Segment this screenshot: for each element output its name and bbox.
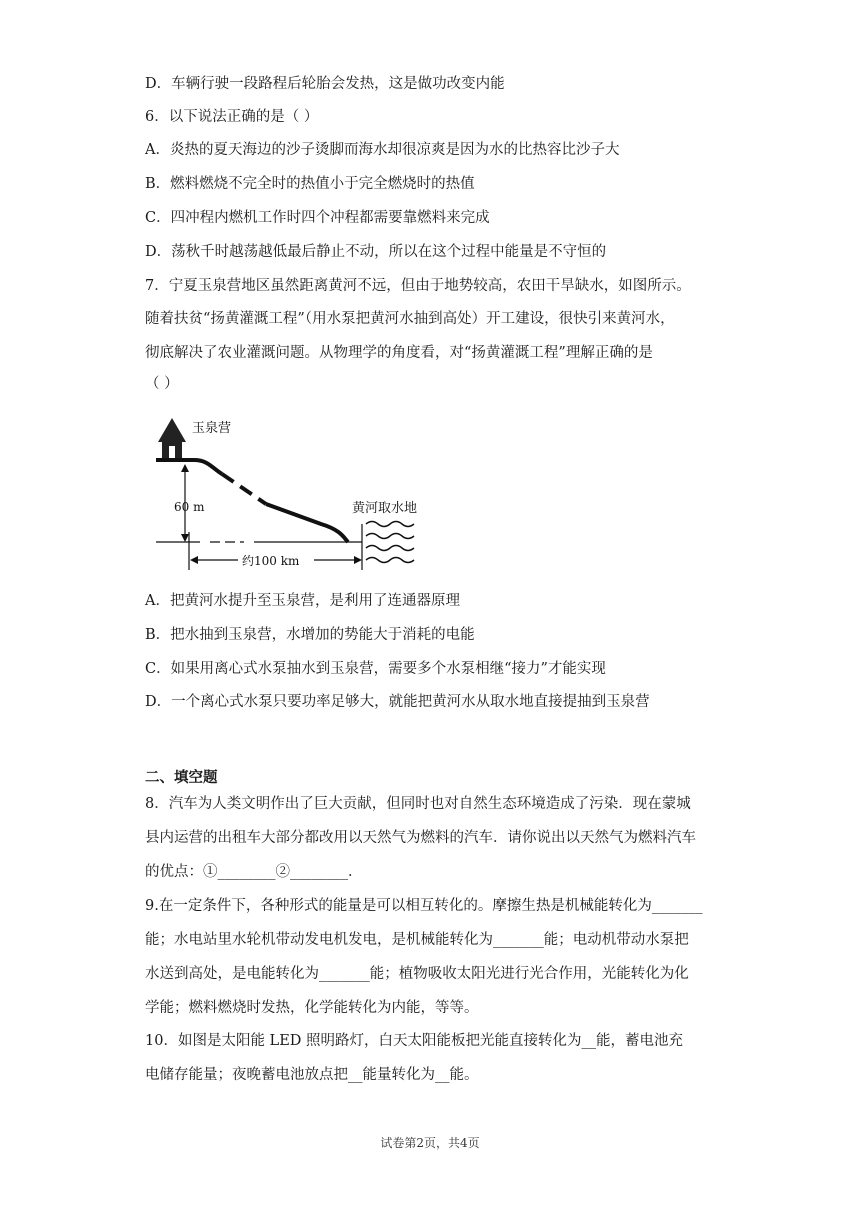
height-label: 60 m [174, 500, 205, 514]
terrain-figure [156, 412, 446, 572]
house-icon [158, 418, 186, 460]
q7-stem-line-1: 7．宁夏玉泉营地区虽然距离黄河不远，但由于地势较高，农田干旱缺水，如图所示。 [145, 278, 691, 294]
plateau-line [156, 460, 222, 474]
water-waves [366, 522, 414, 563]
q9-stem-line-3: 水送到高处，是电能转化为_______能；植物吸收太阳光进行光合作用，光能转化为化 [145, 966, 689, 982]
slope-line [266, 504, 348, 542]
q10-stem-line-2: 电储存能量；夜晚蓄电池放点把__能量转化为__能。 [145, 1067, 479, 1083]
q7-answer-bracket: （ ） [145, 376, 179, 392]
q6-stem: 6．以下说法正确的是（ ） [145, 109, 319, 125]
q7-option-c: C．如果用离心式水泵抽水到玉泉营，需要多个水泵相继“接力”才能实现 [145, 661, 606, 677]
q6-option-a: A．炎热的夏天海边的沙子烫脚而海水却很凉爽是因为水的比热容比沙子大 [145, 142, 620, 158]
q5-option-d: D．车辆行驶一段路程后轮胎会发热，这是做功改变内能 [145, 76, 505, 92]
place-label: 玉泉营 [192, 421, 232, 436]
q9-stem-line-2: 能；水电站里水轮机带动发电机发电，是机械能转化为_______能；电动机带动水泵把 [145, 932, 689, 948]
q7-option-b: B．把水抽到玉泉营，水增加的势能大于消耗的电能 [145, 627, 475, 643]
source-label: 黄河取水地 [352, 501, 418, 516]
slope-dashed [222, 474, 266, 504]
q8-stem-line-1: 8．汽车为人类文明作出了巨大贡献，但同时也对自然生态环境造成了污染．现在蒙城 [145, 796, 691, 812]
q6-option-d: D．荡秋千时越荡越低最后静止不动，所以在这个过程中能量是不守恒的 [145, 244, 607, 260]
q8-stem-line-2: 县内运营的出租车大部分都改用以天然气为燃料的汽车．请你说出以天然气为燃料汽车 [145, 830, 696, 846]
page-footer: 试卷第2页，共4页 [380, 1136, 480, 1150]
q7-option-d: D．一个离心式水泵只要功率足够大，就能把黄河水从取水地直接提抽到玉泉营 [145, 694, 650, 710]
q9-stem-line-1: 9.在一定条件下，各种形式的能量是可以相互转化的。摩擦生热是机械能转化为_______ [145, 898, 703, 914]
q8-stem-line-3: 的优点：①________②________． [145, 864, 363, 880]
q9-stem-line-4: 学能；燃料燃烧时发热，化学能转化为内能，等等。 [145, 1000, 479, 1016]
q6-option-c: C．四冲程内燃机工作时四个冲程都需要靠燃料来完成 [145, 210, 490, 226]
section-title-fill-blank: 二、填空题 [145, 770, 218, 786]
q6-option-b: B．燃料燃烧不完全时的热值小于完全燃烧时的热值 [145, 176, 475, 192]
q10-stem-line-1: 10．如图是太阳能 LED 照明路灯，白天太阳能板把光能直接转化为__能，蓄电池充 [145, 1033, 684, 1049]
q7-stem-line-3: 彻底解决了农业灌溉问题。从物理学的角度看，对“扬黄灌溉工程”理解正确的是 [145, 345, 653, 361]
distance-label: 约100 km [242, 554, 300, 568]
q7-option-a: A．把黄河水提升至玉泉营，是利用了连通器原理 [145, 593, 460, 609]
q7-stem-line-2: 随着扶贫“扬黄灌溉工程”（用水泵把黄河水抽到高处）开工建设，很快引来黄河水， [145, 311, 675, 327]
